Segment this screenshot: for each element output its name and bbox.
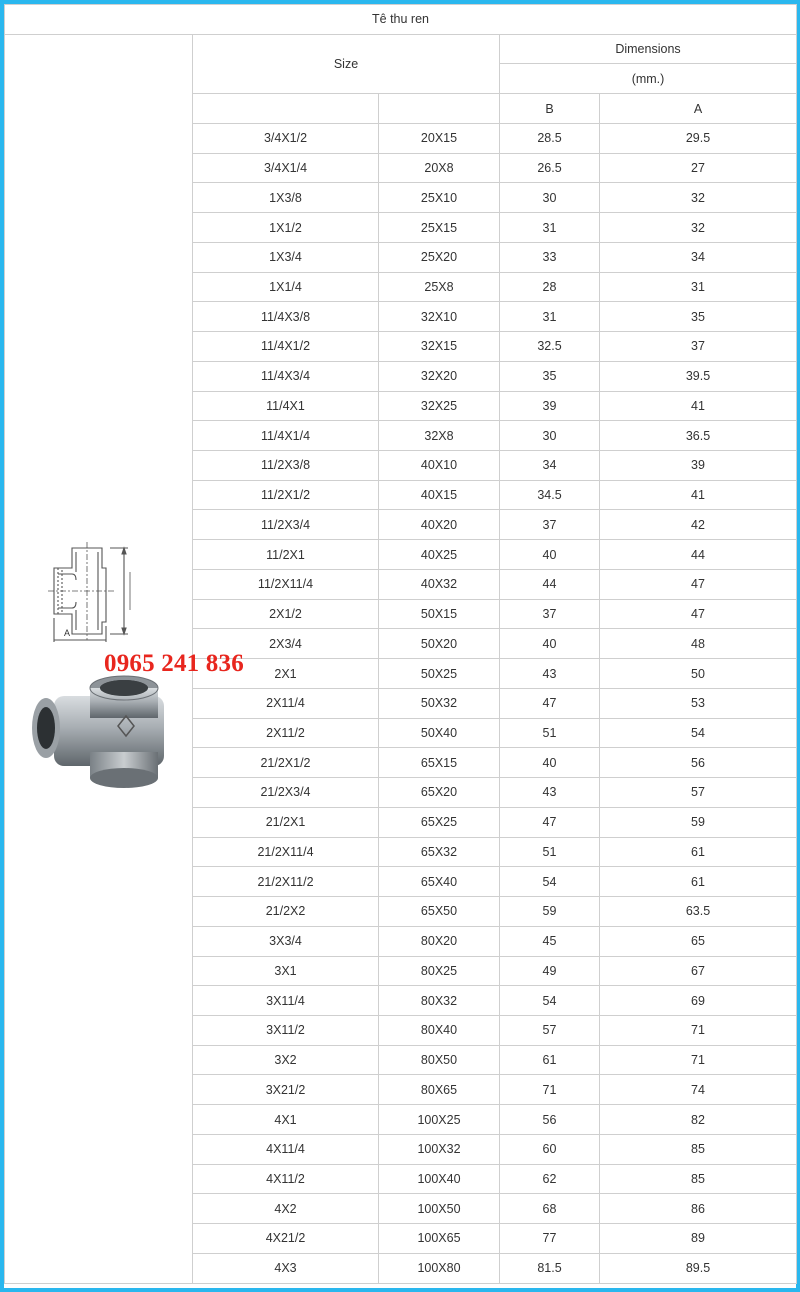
size-mm-cell: 80X20 (379, 926, 500, 956)
size-mm-cell: 25X15 (379, 213, 500, 243)
dimension-a-cell: 63.5 (600, 897, 797, 927)
tee-technical-drawing (44, 522, 154, 652)
size-mm-cell: 65X32 (379, 837, 500, 867)
empty-header-cell (379, 94, 500, 124)
size-inch-cell: 2X1/2 (193, 599, 379, 629)
size-inch-cell: 3/4X1/4 (193, 153, 379, 183)
size-mm-cell: 20X15 (379, 123, 500, 153)
size-mm-cell: 65X25 (379, 807, 500, 837)
size-mm-cell: 40X10 (379, 451, 500, 481)
dimension-b-cell: 33 (500, 242, 600, 272)
dimension-b-cell: 43 (500, 659, 600, 689)
size-inch-cell: 11/4X1/4 (193, 421, 379, 451)
size-mm-cell: 32X10 (379, 302, 500, 332)
size-inch-cell: 11/2X3/4 (193, 510, 379, 540)
size-mm-cell: 65X15 (379, 748, 500, 778)
size-inch-cell: 4X11/4 (193, 1134, 379, 1164)
size-inch-cell: 11/2X3/8 (193, 451, 379, 481)
dimension-a-cell: 41 (600, 480, 797, 510)
dimension-a-cell: 32 (600, 213, 797, 243)
dimension-a-cell: 61 (600, 867, 797, 897)
dimension-b-cell: 39 (500, 391, 600, 421)
dimension-a-cell: 59 (600, 807, 797, 837)
size-mm-cell: 32X15 (379, 332, 500, 362)
size-inch-cell: 21/2X1 (193, 807, 379, 837)
dimension-b-cell: 32.5 (500, 332, 600, 362)
dimension-b-cell: 54 (500, 867, 600, 897)
dimension-b-cell: 47 (500, 688, 600, 718)
reducing-tee-photo (24, 666, 174, 796)
dimension-b-cell: 51 (500, 718, 600, 748)
size-inch-cell: 21/2X2 (193, 897, 379, 927)
dimension-b-cell: 34 (500, 451, 600, 481)
dimension-a-cell: 67 (600, 956, 797, 986)
dimension-b-cell: 28.5 (500, 123, 600, 153)
size-mm-cell: 50X15 (379, 599, 500, 629)
dimension-a-cell: 69 (600, 986, 797, 1016)
dimension-b-cell: 43 (500, 778, 600, 808)
size-inch-cell: 3X11/4 (193, 986, 379, 1016)
dimension-b-cell: 37 (500, 599, 600, 629)
size-mm-cell: 25X20 (379, 242, 500, 272)
size-mm-cell: 65X20 (379, 778, 500, 808)
size-mm-cell: 20X8 (379, 153, 500, 183)
dimension-b-cell: 56 (500, 1105, 600, 1135)
size-mm-cell: 40X32 (379, 569, 500, 599)
size-mm-cell: 80X25 (379, 956, 500, 986)
size-header: Size (193, 34, 500, 93)
dimension-a-cell: 44 (600, 540, 797, 570)
dimension-a-cell: 85 (600, 1164, 797, 1194)
size-inch-cell: 21/2X11/2 (193, 867, 379, 897)
size-mm-cell: 80X65 (379, 1075, 500, 1105)
size-inch-cell: 1X1/4 (193, 272, 379, 302)
dimension-a-cell: 36.5 (600, 421, 797, 451)
dimension-a-cell: 29.5 (600, 123, 797, 153)
dimension-a-label: A (63, 627, 70, 638)
dimension-b-cell: 49 (500, 956, 600, 986)
unit-header: (mm.) (500, 64, 797, 94)
title-row (5, 5, 797, 35)
dimension-a-cell: 32 (600, 183, 797, 213)
dimension-a-cell: 89.5 (600, 1253, 797, 1283)
size-inch-cell: 1X3/8 (193, 183, 379, 213)
size-mm-cell: 40X25 (379, 540, 500, 570)
dimension-b-cell: 77 (500, 1224, 600, 1254)
dimension-a-cell: 71 (600, 1015, 797, 1045)
dimension-b-cell: 37 (500, 510, 600, 540)
size-inch-cell: 2X1 (193, 659, 379, 689)
size-inch-cell: 3X2 (193, 1045, 379, 1075)
size-inch-cell: 11/2X1/2 (193, 480, 379, 510)
size-inch-cell: 11/4X1/2 (193, 332, 379, 362)
size-inch-cell: 4X1 (193, 1105, 379, 1135)
size-inch-cell: 4X11/2 (193, 1164, 379, 1194)
dimension-b-cell: 40 (500, 748, 600, 778)
size-mm-cell: 100X32 (379, 1134, 500, 1164)
size-mm-cell: 65X50 (379, 897, 500, 927)
size-inch-cell: 2X3/4 (193, 629, 379, 659)
dimension-b-cell: 57 (500, 1015, 600, 1045)
dimension-a-cell: 57 (600, 778, 797, 808)
size-inch-cell: 21/2X11/4 (193, 837, 379, 867)
dimension-a-cell: 54 (600, 718, 797, 748)
size-mm-cell: 40X15 (379, 480, 500, 510)
spec-table (4, 4, 797, 1284)
dimension-a-cell: 39 (600, 451, 797, 481)
dimension-a-cell: 34 (600, 242, 797, 272)
dimension-a-cell: 74 (600, 1075, 797, 1105)
size-inch-cell: 11/2X11/4 (193, 569, 379, 599)
size-inch-cell: 4X2 (193, 1194, 379, 1224)
dimension-b-cell: 34.5 (500, 480, 600, 510)
dimension-b-cell: 30 (500, 421, 600, 451)
size-mm-cell: 32X25 (379, 391, 500, 421)
size-mm-cell: 40X20 (379, 510, 500, 540)
dimension-a-cell: 42 (600, 510, 797, 540)
dimension-a-cell: 47 (600, 599, 797, 629)
size-inch-cell: 21/2X3/4 (193, 778, 379, 808)
dimension-a-cell: 37 (600, 332, 797, 362)
size-inch-cell: 11/4X1 (193, 391, 379, 421)
size-inch-cell: 4X21/2 (193, 1224, 379, 1254)
dimension-b-cell: 60 (500, 1134, 600, 1164)
dimension-b-cell: 44 (500, 569, 600, 599)
size-mm-cell: 50X20 (379, 629, 500, 659)
size-inch-cell: 1X1/2 (193, 213, 379, 243)
size-inch-cell: 11/2X1 (193, 540, 379, 570)
size-inch-cell: 11/4X3/8 (193, 302, 379, 332)
dimension-a-cell: 41 (600, 391, 797, 421)
size-mm-cell: 32X8 (379, 421, 500, 451)
dimension-a-cell: 35 (600, 302, 797, 332)
size-inch-cell: 3X11/2 (193, 1015, 379, 1045)
header-row-1 (5, 34, 797, 64)
dimension-b-cell: 40 (500, 629, 600, 659)
size-inch-cell: 4X3 (193, 1253, 379, 1283)
column-b-header: B (500, 94, 600, 124)
dimension-a-cell: 31 (600, 272, 797, 302)
dimension-a-cell: 71 (600, 1045, 797, 1075)
size-mm-cell: 50X40 (379, 718, 500, 748)
dimension-b-cell: 61 (500, 1045, 600, 1075)
size-inch-cell: 2X11/2 (193, 718, 379, 748)
size-inch-cell: 1X3/4 (193, 242, 379, 272)
column-a-header: A (600, 94, 797, 124)
phone-watermark: 0965 241 836 (104, 650, 244, 677)
size-mm-cell: 100X25 (379, 1105, 500, 1135)
dimension-a-cell: 61 (600, 837, 797, 867)
dimension-b-cell: 54 (500, 986, 600, 1016)
size-inch-cell: 2X11/4 (193, 688, 379, 718)
size-mm-cell: 50X32 (379, 688, 500, 718)
size-mm-cell: 32X20 (379, 361, 500, 391)
dimension-a-cell: 89 (600, 1224, 797, 1254)
dimension-b-cell: 28 (500, 272, 600, 302)
dimension-b-cell: 62 (500, 1164, 600, 1194)
size-mm-cell: 65X40 (379, 867, 500, 897)
dimension-a-cell: 56 (600, 748, 797, 778)
dimension-b-cell: 30 (500, 183, 600, 213)
dimension-a-cell: 85 (600, 1134, 797, 1164)
dimension-b-cell: 40 (500, 540, 600, 570)
size-mm-cell: 100X40 (379, 1164, 500, 1194)
size-inch-cell: 21/2X1/2 (193, 748, 379, 778)
size-mm-cell: 50X25 (379, 659, 500, 689)
size-mm-cell: 100X80 (379, 1253, 500, 1283)
dimension-a-cell: 27 (600, 153, 797, 183)
dimension-b-cell: 51 (500, 837, 600, 867)
size-inch-cell: 3X1 (193, 956, 379, 986)
dimension-b-cell: 81.5 (500, 1253, 600, 1283)
dimension-a-cell: 86 (600, 1194, 797, 1224)
size-mm-cell: 80X32 (379, 986, 500, 1016)
dimension-b-cell: 35 (500, 361, 600, 391)
dimension-a-cell: 65 (600, 926, 797, 956)
dimension-a-cell: 39.5 (600, 361, 797, 391)
empty-header-cell (193, 94, 379, 124)
product-photo (5, 666, 193, 796)
table-title: Tê thu ren (5, 5, 797, 35)
dimension-b-cell: 31 (500, 213, 600, 243)
size-mm-cell: 100X50 (379, 1194, 500, 1224)
dimension-b-cell: 59 (500, 897, 600, 927)
dimension-a-cell: 48 (600, 629, 797, 659)
dimension-a-cell: 50 (600, 659, 797, 689)
size-inch-cell: 3X21/2 (193, 1075, 379, 1105)
size-mm-cell: 25X8 (379, 272, 500, 302)
dimension-b-cell: 71 (500, 1075, 600, 1105)
dimension-b-cell: 45 (500, 926, 600, 956)
dimension-b-cell: 31 (500, 302, 600, 332)
size-mm-cell: 25X10 (379, 183, 500, 213)
size-mm-cell: 100X65 (379, 1224, 500, 1254)
size-mm-cell: 80X40 (379, 1015, 500, 1045)
size-inch-cell: 3/4X1/2 (193, 123, 379, 153)
dimension-b-cell: 47 (500, 807, 600, 837)
dimensions-header: Dimensions (500, 34, 797, 64)
dimension-b-cell: 68 (500, 1194, 600, 1224)
dimension-a-cell: 53 (600, 688, 797, 718)
size-mm-cell: 80X50 (379, 1045, 500, 1075)
dimension-a-cell: 47 (600, 569, 797, 599)
dimension-a-cell: 82 (600, 1105, 797, 1135)
dimension-b-cell: 26.5 (500, 153, 600, 183)
size-inch-cell: 3X3/4 (193, 926, 379, 956)
size-inch-cell: 11/4X3/4 (193, 361, 379, 391)
